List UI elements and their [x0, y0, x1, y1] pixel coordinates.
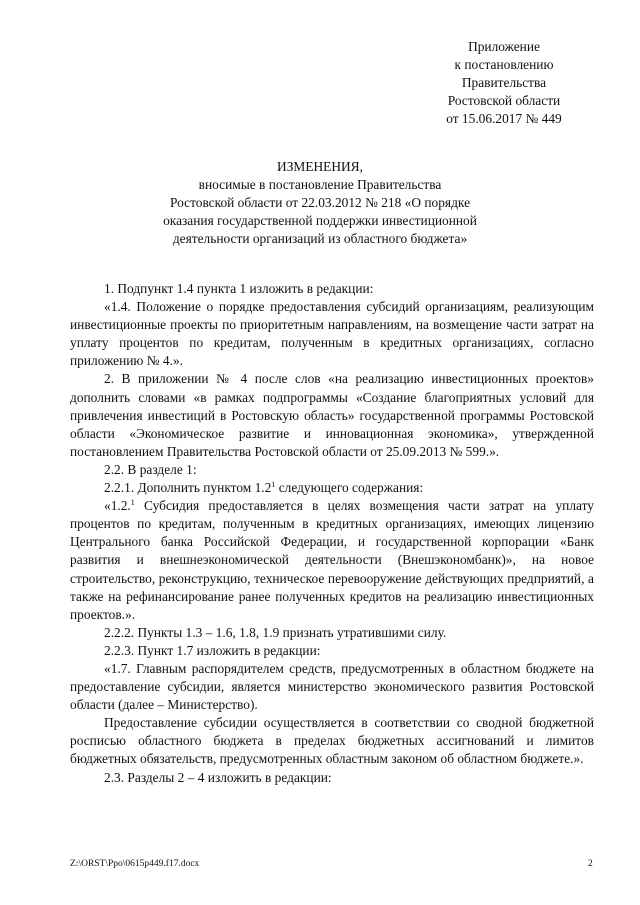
- paragraph-4: 2.2. В разделе 1:: [104, 461, 197, 477]
- paragraph-1: 1. Подпункт 1.4 пункта 1 изложить в редакции:: [104, 281, 374, 296]
- paragraph-3: 2. В приложении № 4 после слов «на реализацию инвестиционных проектов» дополнить словами «в рамках подпрограммы «Создание благоприятных условий для привлечения инвестиций в Ростовскую область» государственной программы Ростовской области «Экономическое развитие и инновационная экономика», утвержденной постановлением Правительства Ростовской области от 25.09.2013 № 599.».: [70, 371, 594, 459]
- appendix-line: от 15.06.2017 № 449: [446, 111, 562, 126]
- paragraph-6-text: Субсидия предоставляется в целях возмещения части затрат на уплату процентов по кредитам, полученным в кредитных организациях, имеющих лицензию Центрального банка Российской Федерации, и государственной корпорации «Банк развития и внешнеэкономической деятельности (Внешэкономбанк)», на новое строительство, реконструкцию, техническое перевооружение действующих предприятий, а также на рефинансирование ранее полученных кредитов на реализацию инвестиционных проектов.».: [70, 498, 594, 622]
- heading-line: Ростовской области от 22.03.2012 № 218 «О порядке: [169, 195, 471, 210]
- paragraph-6-lead: «1.2.: [104, 498, 131, 514]
- paragraph-9: «1.7. Главным распорядителем средств, предусмотренных в областном бюджете на предоставление субсидии, является министерство экономического развития Ростовской области (далее – Министерство).: [70, 660, 594, 713]
- appendix-line: Приложение: [468, 39, 540, 54]
- document-heading: [100, 158, 540, 248]
- appendix-line: к постановлению: [454, 57, 554, 72]
- paragraph-7: 2.2.2. Пункты 1.3 – 1.6, 1.8, 1.9 признать утратившими силу.: [104, 624, 447, 640]
- appendix-line: Ростовской области: [447, 93, 561, 108]
- footer-page-number: 2: [588, 859, 593, 869]
- paragraph-5: [70, 479, 594, 497]
- heading-line: оказания государственной поддержки инвестиционной: [163, 213, 477, 228]
- paragraph-2: «1.4. Положение о порядке предоставления субсидий организациям, реализующим инвестиционные проекты по приоритетным направлениям, на возмещение части затрат на уплату процентов по кредитам, полученным в кредитных организациях, согласно приложению № 4.».: [70, 299, 594, 369]
- heading-line: деятельности организаций из областного бюджета»: [172, 231, 468, 246]
- paragraph-10: Предоставление субсидии осуществляется в соответствии со сводной бюджетной росписью областного бюджета в пределах бюджетных ассигнований и лимитов бюджетных обязательств, предусмотренных областным законом об областном бюджете.».: [70, 715, 594, 767]
- appendix-line: Правительства: [461, 75, 547, 90]
- paragraph-11: 2.3. Разделы 2 – 4 изложить в редакции:: [104, 769, 332, 785]
- superscript: 1: [130, 498, 135, 508]
- paragraph-6: [70, 497, 594, 624]
- paragraph-8: 2.2.3. Пункт 1.7 изложить в редакции:: [104, 642, 321, 658]
- heading-title: ИЗМЕНЕНИЯ,: [277, 159, 363, 174]
- appendix-block: [400, 38, 608, 128]
- paragraph-5-text: 2.2.1. Дополнить пунктом 1.2: [104, 480, 272, 496]
- superscript: 1: [271, 480, 276, 490]
- document-body: [70, 280, 594, 787]
- paragraph-5-text-end: следующего содержания:: [275, 480, 424, 496]
- footer-file-path: Z:\ORST\Ppo\0615p449.f17.docx: [70, 859, 200, 869]
- heading-line: вносимые в постановление Правительства: [198, 177, 442, 192]
